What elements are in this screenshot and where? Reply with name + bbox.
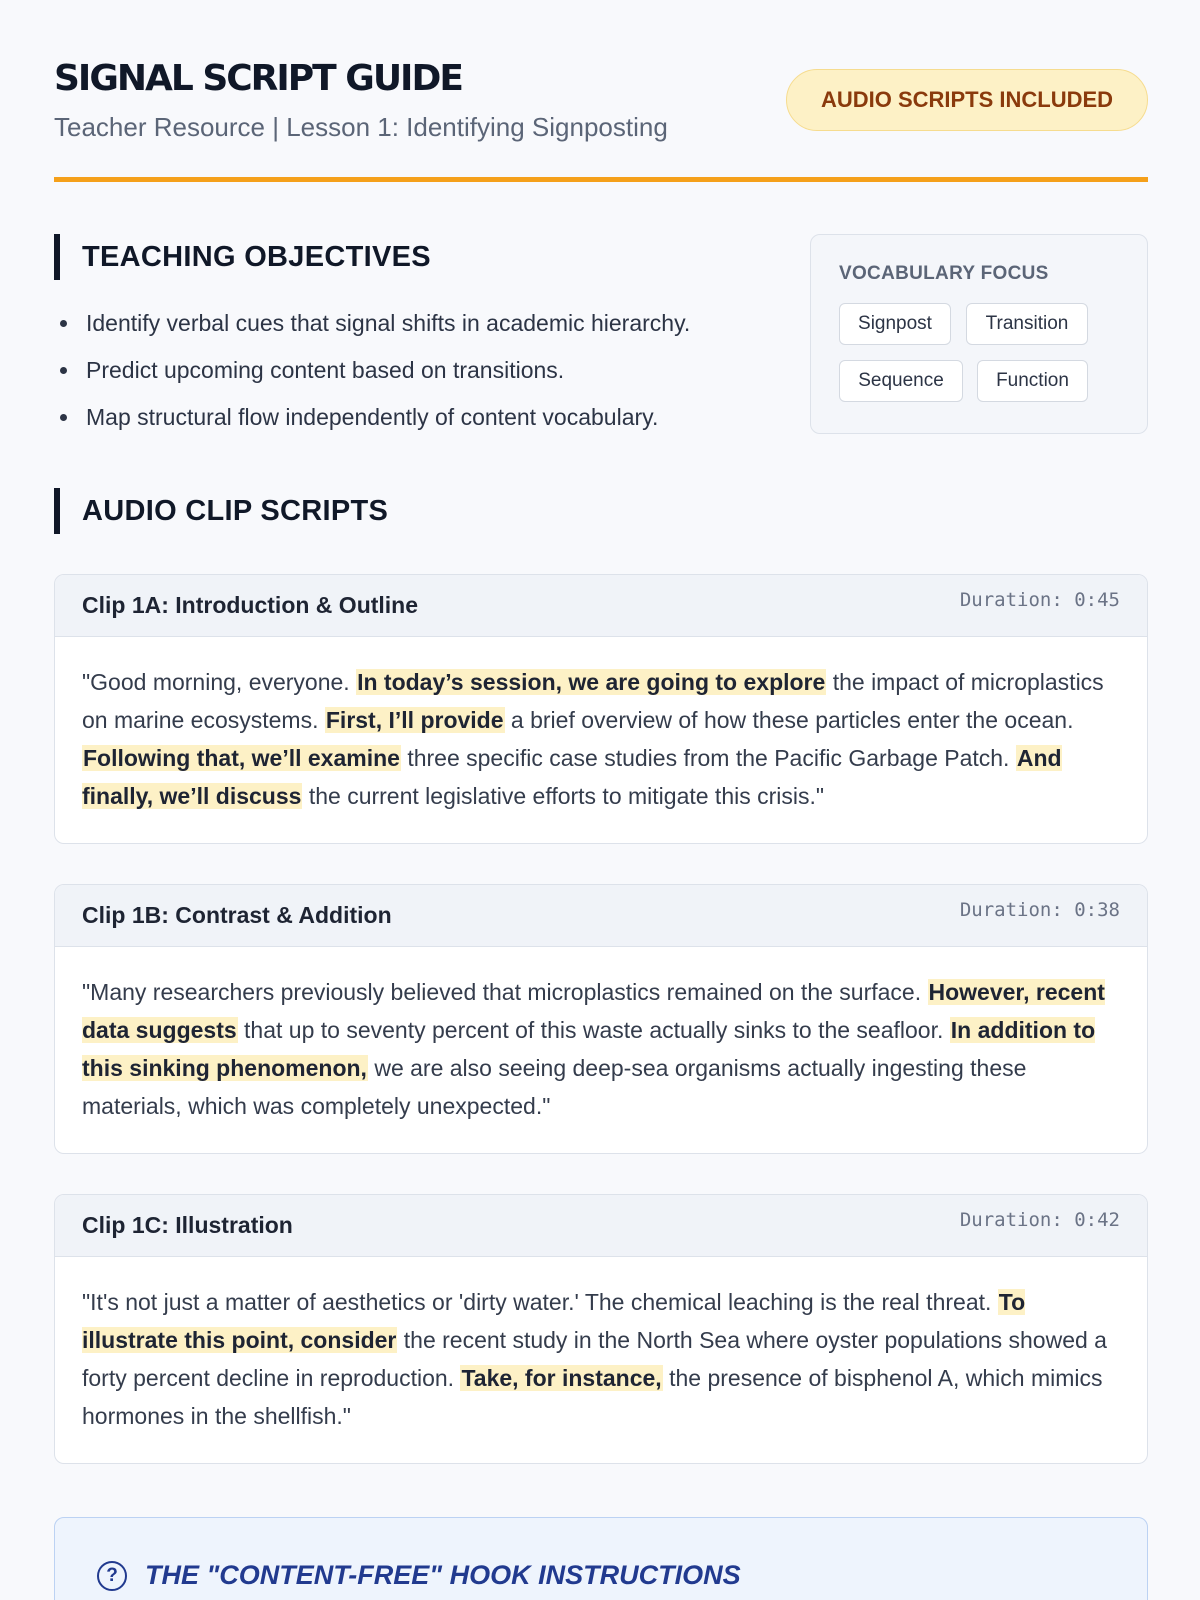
vocab-chip-sequence: Sequence bbox=[839, 360, 963, 402]
objective-item: Identify verbal cues that signal shifts in academic hierarchy. bbox=[60, 306, 820, 353]
objective-item: Predict upcoming content based on transitions. bbox=[60, 353, 820, 400]
clip-card-1a bbox=[54, 574, 1148, 844]
clip-card-1b bbox=[54, 884, 1148, 1154]
clip-duration: Duration: 0:42 bbox=[959, 1209, 1120, 1231]
clip-duration: Duration: 0:38 bbox=[959, 899, 1120, 921]
objectives-heading: TEACHING OBJECTIVES bbox=[54, 234, 431, 280]
script-text: the current legislative efforts to mitigate this crisis." bbox=[302, 783, 825, 809]
clip-header bbox=[55, 885, 1147, 947]
hook-instructions-panel bbox=[54, 1517, 1148, 1600]
clip-title: Clip 1B: Contrast & Addition bbox=[82, 902, 392, 928]
clip-script-text bbox=[55, 1257, 1147, 1435]
script-text: that up to seventy percent of this waste actually sinks to the seafloor. bbox=[237, 1017, 950, 1043]
script-text: a brief overview of how these particles enter the ocean. bbox=[504, 707, 1074, 733]
signpost-highlight: In today’s session, we are going to explore bbox=[357, 669, 826, 695]
signpost-highlight: Following that, we’ll examine bbox=[83, 745, 400, 771]
hook-instructions-title: THE "CONTENT-FREE" HOOK INSTRUCTIONS bbox=[145, 1560, 741, 1590]
clip-title: Clip 1A: Introduction & Outline bbox=[82, 592, 419, 618]
vocab-chip-transition: Transition bbox=[966, 303, 1088, 345]
clip-title: Clip 1C: Illustration bbox=[82, 1212, 293, 1238]
clip-duration: Duration: 0:45 bbox=[959, 589, 1120, 611]
script-text: three specific case studies from the Pacific Garbage Patch. bbox=[400, 745, 1016, 771]
signpost-highlight: In addition to this sinking phenomenon, bbox=[82, 1017, 1096, 1081]
vocab-chip-function: Function bbox=[977, 360, 1088, 402]
clip-card-1c bbox=[54, 1194, 1148, 1464]
script-text: the presence of bisphenol A, which mimics hormones in the shellfish." bbox=[82, 1365, 1103, 1429]
script-text: "Many researchers previously believed that microplastics remained on the surface. bbox=[82, 979, 928, 1005]
script-text: "It's not just a matter of aesthetics or 'dirty water.' The chemical leaching is the real threat. bbox=[82, 1289, 998, 1315]
objectives-list bbox=[60, 306, 820, 447]
audio-scripts-badge: AUDIO SCRIPTS INCLUDED bbox=[786, 69, 1148, 131]
clip-header bbox=[55, 1195, 1147, 1257]
document-page bbox=[54, 0, 1148, 1590]
script-text: "Good morning, everyone. bbox=[82, 669, 357, 695]
objective-item: Map structural flow independently of content vocabulary. bbox=[60, 400, 820, 447]
script-text: we are also seeing deep-sea organisms actually ingesting these materials, which was completely unexpected." bbox=[82, 1055, 1027, 1119]
signpost-highlight: To illustrate this point, consider bbox=[82, 1289, 1026, 1353]
vocabulary-title: VOCABULARY FOCUS bbox=[839, 263, 1049, 284]
script-text: the recent study in the North Sea where oyster populations showed a forty percent decline in reproduction. bbox=[82, 1327, 1107, 1391]
clip-script-text bbox=[55, 637, 1147, 815]
clip-script-text bbox=[55, 947, 1147, 1125]
signpost-highlight: Take, for instance, bbox=[461, 1365, 662, 1391]
script-text: the impact of microplastics on marine ecosystems. bbox=[82, 669, 1104, 733]
signpost-highlight: First, I’ll provide bbox=[325, 707, 504, 733]
signpost-highlight: However, recent data suggests bbox=[82, 979, 1105, 1043]
question-circle-icon: ? bbox=[97, 1561, 127, 1591]
page-title: SIGNAL SCRIPT GUIDE bbox=[54, 58, 462, 99]
clip-header bbox=[55, 575, 1147, 637]
signpost-highlight: And finally, we’ll discuss bbox=[82, 745, 1062, 809]
document-header bbox=[54, 0, 1148, 182]
vocabulary-focus-panel bbox=[810, 234, 1148, 434]
page-subtitle: Teacher Resource | Lesson 1: Identifying Signposting bbox=[54, 112, 668, 142]
vocab-chip-signpost: Signpost bbox=[839, 303, 951, 345]
scripts-heading: AUDIO CLIP SCRIPTS bbox=[54, 488, 388, 534]
